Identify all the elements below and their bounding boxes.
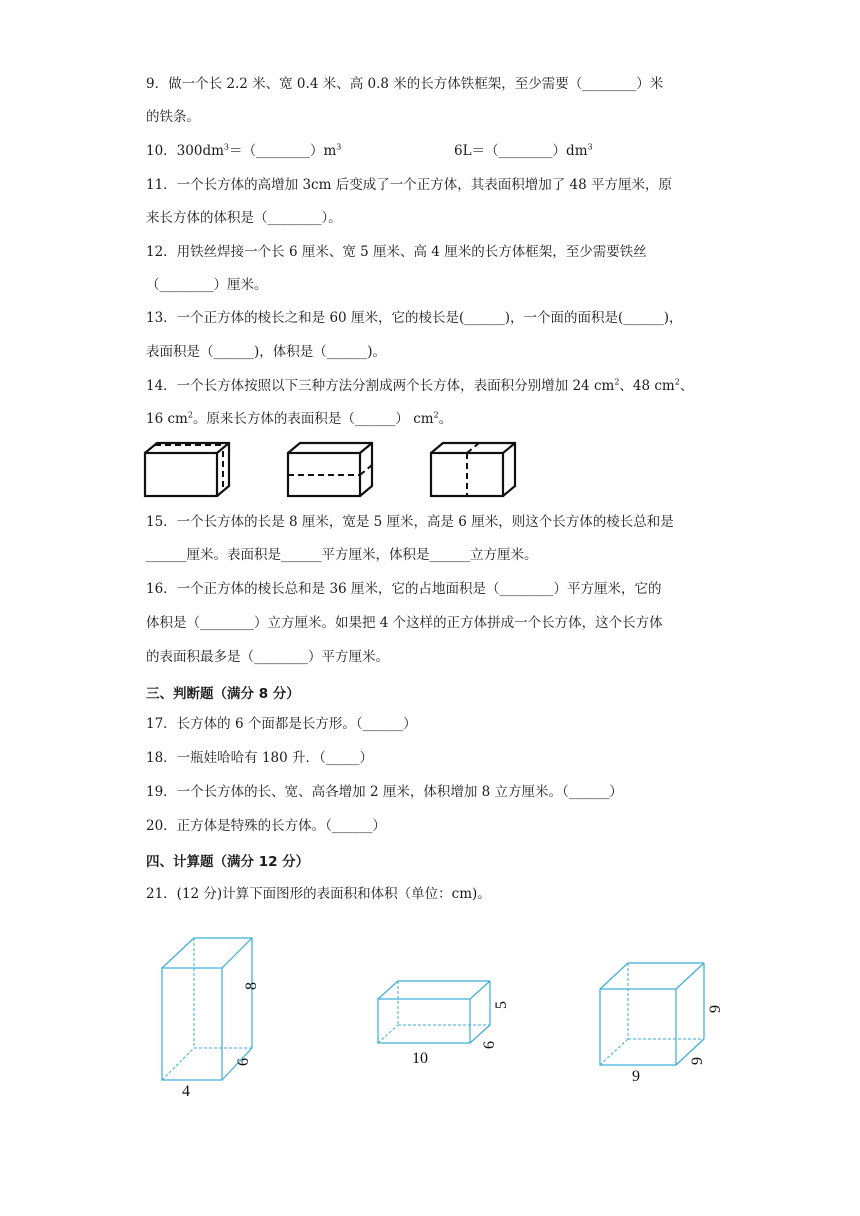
question-11-line2: 来长方体的体积是（________）。 (146, 210, 342, 226)
question-15-line1: 15．一个长方体的长是 8 厘米，宽是 5 厘米，高是 6 厘米，则这个长方体的棱长总和是 (146, 514, 674, 530)
question-10a: 10．$300dm^3=(\_\_\_\_\_\_\_\_)m^3$ (146, 142, 342, 159)
section-heading-judgment: 三、判断题（满分 8 分） (146, 686, 300, 702)
question-18: 18．一瓶娃哈哈有 180 升．（_____） (146, 750, 374, 766)
cut-diagram-vertical-end (143, 441, 233, 499)
figure-1-depth-label: 6 (235, 1058, 252, 1066)
question-20: 20．正方体是特殊的长方体。（______） (146, 818, 386, 834)
question-16-line1: 16．一个正方体的棱长总和是 36 厘米，它的占地面积是（________）平方厘米，它的 (146, 581, 662, 597)
figure-2-height-label: 5 (493, 1001, 510, 1009)
figure-3-width-label: 9 (632, 1068, 640, 1085)
question-21: 21．(12 分)计算下面图形的表面积和体积（单位：cm)。 (146, 886, 491, 902)
figure-2-depth-label: 6 (481, 1041, 498, 1049)
figure-3-height-label: 9 (707, 1005, 724, 1013)
cut-diagram-vertical-middle (429, 441, 519, 499)
cuboid-figure-2 (370, 975, 520, 1075)
question-12-line1: 12．用铁丝焊接一个长 6 厘米、宽 5 厘米、高 4 厘米的长方体框架，至少需要铁丝 (146, 244, 647, 260)
figure-1-height-label: 8 (243, 982, 260, 990)
figure-3-depth-label: 9 (689, 1057, 706, 1065)
question-13-line2: 表面积是（______)，体积是（______)。 (146, 344, 387, 360)
question-13-line1: 13．一个正方体的棱长之和是 60 厘米，它的棱长是(______)，一个面的面积是(______)， (146, 310, 683, 326)
question-9-line2: 的铁条。 (146, 109, 200, 125)
figure-1-width-label: 4 (182, 1083, 190, 1100)
question-14-line2: 16 $cm^2$。原来长方体的表面积是（______） $cm^2$。 (146, 410, 453, 427)
question-19: 19．一个长方体的长、宽、高各增加 2 厘米，体积增加 8 立方厘米。（______） (146, 784, 623, 800)
question-11-line1: 11．一个长方体的高增加 3cm 后变成了一个正方体，其表面积增加了 48 平方厘米，原 (146, 177, 672, 193)
cuboid-figure-1 (150, 930, 280, 1100)
question-9-line1: 9．做一个长 2.2 米、宽 0.4 米、高 0.8 米的长方体铁框架，至少需要（________）米 (146, 76, 664, 92)
question-17: 17．长方体的 6 个面都是长方形。（______） (146, 716, 417, 732)
question-12-line2: （________）厘米。 (146, 277, 268, 293)
figure-2-width-label: 10 (412, 1050, 428, 1067)
cube-figure-3 (592, 955, 732, 1085)
question-10b: $6L=(\_\_\_\_\_\_\_\_)dm^3$ (454, 142, 593, 159)
question-16-line3: 的表面积最多是（________）平方厘米。 (146, 649, 389, 665)
cut-diagram-horizontal (286, 441, 376, 499)
section-heading-calculation: 四、计算题（满分 12 分） (146, 854, 310, 870)
question-16-line2: 体积是（________）立方厘米。如果把 4 个这样的正方体拼成一个长方体，这个长方体 (146, 615, 663, 631)
question-14-line1: 14．一个长方体按照以下三种方法分割成两个长方体，表面积分别增加 24 $cm^2$、48 $cm^2$、 (146, 377, 694, 394)
question-15-line2: ______厘米。表面积是______平方厘米，体积是______立方厘米。 (146, 547, 538, 563)
